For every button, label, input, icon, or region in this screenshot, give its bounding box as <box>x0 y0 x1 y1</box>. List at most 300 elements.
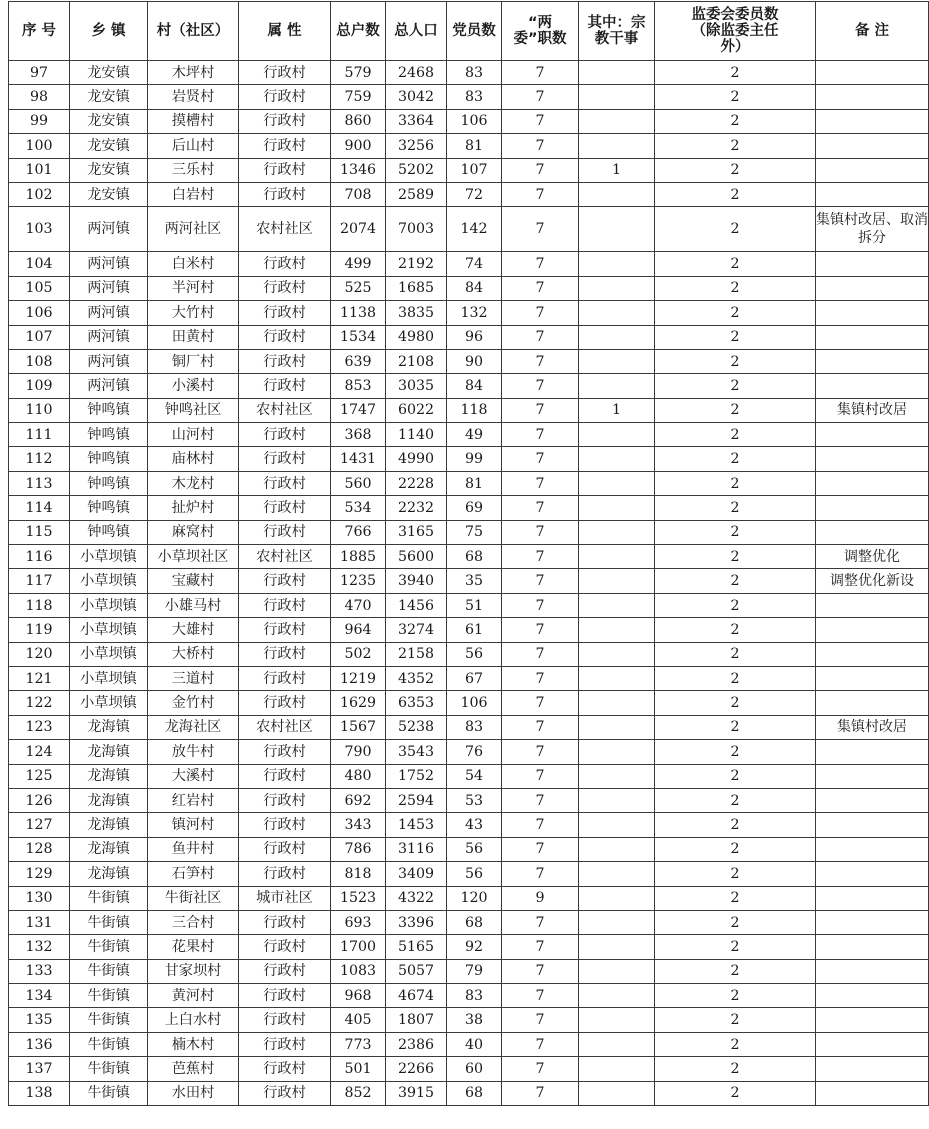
cell-population: 1685 <box>386 276 447 300</box>
cell-seq: 106 <box>9 301 70 325</box>
cell-village: 小雄马村 <box>148 593 239 617</box>
cell-population: 1807 <box>386 1008 447 1032</box>
cell-seq: 98 <box>9 85 70 109</box>
cell-population: 3035 <box>386 374 447 398</box>
cell-two-committees: 7 <box>502 276 579 300</box>
table-row <box>9 158 929 182</box>
cell-seq: 124 <box>9 740 70 764</box>
cell-attribute: 行政村 <box>239 520 331 544</box>
cell-village: 金竹村 <box>148 691 239 715</box>
cell-attribute: 行政村 <box>239 374 331 398</box>
cell-party-members: 118 <box>447 398 502 422</box>
cell-remark <box>816 1057 929 1081</box>
cell-religious-cadre <box>579 691 655 715</box>
cell-seq: 108 <box>9 349 70 373</box>
cell-attribute: 农村社区 <box>239 715 331 739</box>
table-row <box>9 764 929 788</box>
cell-village: 庙林村 <box>148 447 239 471</box>
cell-attribute: 行政村 <box>239 1057 331 1081</box>
cell-attribute: 行政村 <box>239 182 331 206</box>
cell-households: 499 <box>331 252 386 276</box>
cell-seq: 110 <box>9 398 70 422</box>
village-table <box>8 1 929 1106</box>
table-row <box>9 935 929 959</box>
cell-supervisory: 2 <box>655 715 816 739</box>
table-row <box>9 374 929 398</box>
cell-party-members: 81 <box>447 134 502 158</box>
cell-town: 小草坝镇 <box>70 691 148 715</box>
cell-supervisory: 2 <box>655 374 816 398</box>
cell-religious-cadre <box>579 1057 655 1081</box>
cell-two-committees: 7 <box>502 325 579 349</box>
cell-population: 2108 <box>386 349 447 373</box>
cell-population: 5057 <box>386 959 447 983</box>
cell-religious-cadre <box>579 1008 655 1032</box>
cell-population: 5165 <box>386 935 447 959</box>
cell-party-members: 74 <box>447 252 502 276</box>
cell-party-members: 81 <box>447 471 502 495</box>
cell-party-members: 84 <box>447 374 502 398</box>
cell-seq: 128 <box>9 837 70 861</box>
cell-supervisory: 2 <box>655 666 816 690</box>
cell-attribute: 行政村 <box>239 134 331 158</box>
cell-households: 708 <box>331 182 386 206</box>
table-row <box>9 1032 929 1056</box>
cell-town: 牛街镇 <box>70 1032 148 1056</box>
cell-village: 甘家坝村 <box>148 959 239 983</box>
table-row <box>9 85 929 109</box>
cell-religious-cadre <box>579 764 655 788</box>
header-seq: 序 号 <box>9 2 70 61</box>
cell-supervisory: 2 <box>655 301 816 325</box>
cell-party-members: 38 <box>447 1008 502 1032</box>
cell-village: 三道村 <box>148 666 239 690</box>
cell-population: 3543 <box>386 740 447 764</box>
cell-two-committees: 7 <box>502 1032 579 1056</box>
cell-party-members: 68 <box>447 910 502 934</box>
cell-population: 1140 <box>386 423 447 447</box>
cell-seq: 133 <box>9 959 70 983</box>
cell-party-members: 96 <box>447 325 502 349</box>
cell-party-members: 43 <box>447 813 502 837</box>
cell-religious-cadre <box>579 1081 655 1105</box>
cell-supervisory: 2 <box>655 788 816 812</box>
cell-party-members: 92 <box>447 935 502 959</box>
cell-remark <box>816 349 929 373</box>
cell-supervisory: 2 <box>655 618 816 642</box>
cell-remark <box>816 276 929 300</box>
cell-remark <box>816 109 929 133</box>
cell-two-committees: 7 <box>502 207 579 252</box>
cell-religious-cadre <box>579 788 655 812</box>
cell-religious-cadre <box>579 207 655 252</box>
table-row <box>9 276 929 300</box>
cell-village: 大桥村 <box>148 642 239 666</box>
cell-supervisory: 2 <box>655 134 816 158</box>
table-row <box>9 252 929 276</box>
cell-two-committees: 7 <box>502 158 579 182</box>
cell-supervisory: 2 <box>655 398 816 422</box>
cell-village: 三乐村 <box>148 158 239 182</box>
cell-households: 1629 <box>331 691 386 715</box>
cell-supervisory: 2 <box>655 886 816 910</box>
cell-supervisory: 2 <box>655 910 816 934</box>
cell-remark <box>816 959 929 983</box>
cell-population: 3256 <box>386 134 447 158</box>
cell-two-committees: 7 <box>502 1008 579 1032</box>
cell-population: 3915 <box>386 1081 447 1105</box>
cell-population: 5202 <box>386 158 447 182</box>
cell-two-committees: 7 <box>502 61 579 85</box>
cell-town: 钟鸣镇 <box>70 447 148 471</box>
cell-religious-cadre <box>579 545 655 569</box>
cell-two-committees: 7 <box>502 642 579 666</box>
cell-population: 3409 <box>386 862 447 886</box>
cell-population: 2192 <box>386 252 447 276</box>
table-row <box>9 134 929 158</box>
cell-remark <box>816 691 929 715</box>
cell-households: 639 <box>331 349 386 373</box>
cell-village: 木龙村 <box>148 471 239 495</box>
cell-households: 343 <box>331 813 386 837</box>
cell-households: 853 <box>331 374 386 398</box>
cell-supervisory: 2 <box>655 276 816 300</box>
cell-supervisory: 2 <box>655 496 816 520</box>
cell-party-members: 79 <box>447 959 502 983</box>
cell-village: 山河村 <box>148 423 239 447</box>
table-row <box>9 496 929 520</box>
cell-village: 龙海社区 <box>148 715 239 739</box>
cell-supervisory: 2 <box>655 1032 816 1056</box>
cell-seq: 109 <box>9 374 70 398</box>
cell-attribute: 行政村 <box>239 642 331 666</box>
cell-town: 龙安镇 <box>70 109 148 133</box>
cell-population: 1453 <box>386 813 447 837</box>
cell-two-committees: 7 <box>502 1081 579 1105</box>
cell-party-members: 106 <box>447 691 502 715</box>
table-row <box>9 788 929 812</box>
cell-village: 木坪村 <box>148 61 239 85</box>
cell-remark <box>816 496 929 520</box>
cell-party-members: 61 <box>447 618 502 642</box>
cell-households: 579 <box>331 61 386 85</box>
cell-supervisory: 2 <box>655 252 816 276</box>
cell-two-committees: 7 <box>502 910 579 934</box>
cell-seq: 118 <box>9 593 70 617</box>
cell-religious-cadre <box>579 252 655 276</box>
cell-households: 759 <box>331 85 386 109</box>
cell-population: 4352 <box>386 666 447 690</box>
cell-supervisory: 2 <box>655 984 816 1008</box>
cell-party-members: 69 <box>447 496 502 520</box>
cell-religious-cadre <box>579 423 655 447</box>
header-remarks: 备 注 <box>816 2 929 61</box>
cell-two-committees: 7 <box>502 569 579 593</box>
cell-households: 693 <box>331 910 386 934</box>
table-row <box>9 642 929 666</box>
cell-population: 3274 <box>386 618 447 642</box>
cell-party-members: 83 <box>447 984 502 1008</box>
cell-households: 860 <box>331 109 386 133</box>
table-header <box>9 2 929 61</box>
cell-attribute: 农村社区 <box>239 398 331 422</box>
cell-supervisory: 2 <box>655 1081 816 1105</box>
cell-seq: 97 <box>9 61 70 85</box>
cell-party-members: 67 <box>447 666 502 690</box>
cell-party-members: 68 <box>447 545 502 569</box>
cell-religious-cadre <box>579 959 655 983</box>
header-village: 村（社区） <box>148 2 239 61</box>
cell-village: 后山村 <box>148 134 239 158</box>
cell-village: 芭蕉村 <box>148 1057 239 1081</box>
cell-party-members: 56 <box>447 862 502 886</box>
cell-remark <box>816 1032 929 1056</box>
cell-population: 2594 <box>386 788 447 812</box>
cell-population: 2228 <box>386 471 447 495</box>
cell-two-committees: 7 <box>502 134 579 158</box>
cell-attribute: 行政村 <box>239 740 331 764</box>
cell-religious-cadre: 1 <box>579 398 655 422</box>
cell-attribute: 行政村 <box>239 959 331 983</box>
cell-two-committees: 7 <box>502 182 579 206</box>
cell-village: 镇河村 <box>148 813 239 837</box>
cell-religious-cadre <box>579 134 655 158</box>
cell-town: 龙安镇 <box>70 182 148 206</box>
cell-remark <box>816 642 929 666</box>
table-row <box>9 593 929 617</box>
cell-population: 3165 <box>386 520 447 544</box>
table-row <box>9 569 929 593</box>
cell-attribute: 行政村 <box>239 1032 331 1056</box>
cell-two-committees: 7 <box>502 85 579 109</box>
cell-town: 钟鸣镇 <box>70 496 148 520</box>
cell-two-committees: 7 <box>502 496 579 520</box>
table-row <box>9 813 929 837</box>
cell-religious-cadre <box>579 715 655 739</box>
cell-village: 两河社区 <box>148 207 239 252</box>
cell-households: 1567 <box>331 715 386 739</box>
cell-party-members: 107 <box>447 158 502 182</box>
cell-remark <box>816 85 929 109</box>
cell-attribute: 行政村 <box>239 569 331 593</box>
cell-attribute: 行政村 <box>239 666 331 690</box>
cell-supervisory: 2 <box>655 569 816 593</box>
cell-two-committees: 7 <box>502 593 579 617</box>
cell-supervisory: 2 <box>655 1057 816 1081</box>
table-row <box>9 423 929 447</box>
cell-religious-cadre <box>579 520 655 544</box>
cell-households: 786 <box>331 837 386 861</box>
cell-village: 小草坝社区 <box>148 545 239 569</box>
cell-attribute: 行政村 <box>239 447 331 471</box>
cell-party-members: 40 <box>447 1032 502 1056</box>
cell-town: 牛街镇 <box>70 1008 148 1032</box>
cell-religious-cadre <box>579 642 655 666</box>
cell-seq: 123 <box>9 715 70 739</box>
cell-population: 5238 <box>386 715 447 739</box>
cell-population: 2589 <box>386 182 447 206</box>
cell-town: 牛街镇 <box>70 935 148 959</box>
cell-town: 龙海镇 <box>70 788 148 812</box>
cell-seq: 131 <box>9 910 70 934</box>
cell-supervisory: 2 <box>655 642 816 666</box>
cell-religious-cadre: 1 <box>579 158 655 182</box>
cell-supervisory: 2 <box>655 158 816 182</box>
cell-town: 龙海镇 <box>70 715 148 739</box>
cell-attribute: 行政村 <box>239 252 331 276</box>
cell-supervisory: 2 <box>655 85 816 109</box>
cell-religious-cadre <box>579 886 655 910</box>
cell-party-members: 54 <box>447 764 502 788</box>
cell-households: 1747 <box>331 398 386 422</box>
cell-attribute: 行政村 <box>239 349 331 373</box>
cell-households: 900 <box>331 134 386 158</box>
cell-two-committees: 7 <box>502 813 579 837</box>
cell-seq: 113 <box>9 471 70 495</box>
cell-town: 钟鸣镇 <box>70 520 148 544</box>
cell-supervisory: 2 <box>655 813 816 837</box>
cell-two-committees: 7 <box>502 545 579 569</box>
cell-population: 3835 <box>386 301 447 325</box>
cell-remark <box>816 252 929 276</box>
cell-religious-cadre <box>579 984 655 1008</box>
cell-attribute: 城市社区 <box>239 886 331 910</box>
cell-two-committees: 7 <box>502 935 579 959</box>
cell-remark: 集镇村改居 <box>816 715 929 739</box>
cell-religious-cadre <box>579 276 655 300</box>
cell-households: 1138 <box>331 301 386 325</box>
table-row <box>9 691 929 715</box>
cell-supervisory: 2 <box>655 61 816 85</box>
cell-party-members: 53 <box>447 788 502 812</box>
cell-village: 白岩村 <box>148 182 239 206</box>
cell-party-members: 106 <box>447 109 502 133</box>
cell-households: 818 <box>331 862 386 886</box>
cell-town: 龙安镇 <box>70 61 148 85</box>
cell-households: 1235 <box>331 569 386 593</box>
cell-attribute: 行政村 <box>239 158 331 182</box>
cell-village: 扯炉村 <box>148 496 239 520</box>
cell-town: 小草坝镇 <box>70 666 148 690</box>
table-body <box>9 61 929 1106</box>
cell-town: 小草坝镇 <box>70 618 148 642</box>
cell-town: 两河镇 <box>70 276 148 300</box>
cell-party-members: 132 <box>447 301 502 325</box>
cell-seq: 119 <box>9 618 70 642</box>
cell-seq: 130 <box>9 886 70 910</box>
cell-town: 龙海镇 <box>70 862 148 886</box>
cell-remark <box>816 862 929 886</box>
cell-households: 790 <box>331 740 386 764</box>
cell-party-members: 83 <box>447 85 502 109</box>
cell-seq: 134 <box>9 984 70 1008</box>
cell-remark <box>816 325 929 349</box>
table-row <box>9 207 929 252</box>
cell-seq: 127 <box>9 813 70 837</box>
cell-remark: 集镇村改居 <box>816 398 929 422</box>
cell-two-committees: 7 <box>502 301 579 325</box>
cell-supervisory: 2 <box>655 423 816 447</box>
cell-seq: 111 <box>9 423 70 447</box>
cell-town: 龙安镇 <box>70 134 148 158</box>
cell-seq: 102 <box>9 182 70 206</box>
cell-seq: 125 <box>9 764 70 788</box>
cell-population: 7003 <box>386 207 447 252</box>
cell-households: 766 <box>331 520 386 544</box>
table-row <box>9 984 929 1008</box>
cell-households: 534 <box>331 496 386 520</box>
cell-village: 大竹村 <box>148 301 239 325</box>
cell-village: 鱼井村 <box>148 837 239 861</box>
cell-households: 1885 <box>331 545 386 569</box>
cell-two-committees: 7 <box>502 398 579 422</box>
cell-two-committees: 7 <box>502 471 579 495</box>
cell-two-committees: 7 <box>502 740 579 764</box>
cell-village: 大雄村 <box>148 618 239 642</box>
cell-population: 2386 <box>386 1032 447 1056</box>
cell-supervisory: 2 <box>655 520 816 544</box>
cell-religious-cadre <box>579 910 655 934</box>
cell-population: 2232 <box>386 496 447 520</box>
cell-remark <box>816 788 929 812</box>
cell-town: 小草坝镇 <box>70 545 148 569</box>
table-row <box>9 740 929 764</box>
cell-seq: 104 <box>9 252 70 276</box>
cell-remark <box>816 447 929 471</box>
cell-village: 放牛村 <box>148 740 239 764</box>
cell-remark <box>816 301 929 325</box>
cell-town: 龙海镇 <box>70 764 148 788</box>
cell-religious-cadre <box>579 374 655 398</box>
cell-two-committees: 7 <box>502 837 579 861</box>
cell-two-committees: 9 <box>502 886 579 910</box>
cell-remark <box>816 813 929 837</box>
cell-two-committees: 7 <box>502 959 579 983</box>
cell-population: 3940 <box>386 569 447 593</box>
cell-supervisory: 2 <box>655 837 816 861</box>
cell-town: 小草坝镇 <box>70 569 148 593</box>
cell-supervisory: 2 <box>655 182 816 206</box>
cell-households: 2074 <box>331 207 386 252</box>
cell-remark <box>816 837 929 861</box>
cell-attribute: 行政村 <box>239 788 331 812</box>
table-row <box>9 471 929 495</box>
cell-town: 钟鸣镇 <box>70 398 148 422</box>
cell-two-committees: 7 <box>502 109 579 133</box>
cell-population: 5600 <box>386 545 447 569</box>
table-row <box>9 545 929 569</box>
cell-seq: 136 <box>9 1032 70 1056</box>
cell-supervisory: 2 <box>655 325 816 349</box>
cell-remark <box>816 423 929 447</box>
cell-remark <box>816 740 929 764</box>
cell-seq: 107 <box>9 325 70 349</box>
cell-households: 1083 <box>331 959 386 983</box>
cell-religious-cadre <box>579 182 655 206</box>
cell-religious-cadre <box>579 349 655 373</box>
cell-religious-cadre <box>579 740 655 764</box>
cell-remark <box>816 910 929 934</box>
cell-party-members: 35 <box>447 569 502 593</box>
table-row <box>9 715 929 739</box>
cell-remark <box>816 471 929 495</box>
cell-town: 牛街镇 <box>70 910 148 934</box>
table-row <box>9 1081 929 1105</box>
table-row <box>9 666 929 690</box>
cell-attribute: 行政村 <box>239 496 331 520</box>
table-row <box>9 109 929 133</box>
cell-town: 钟鸣镇 <box>70 471 148 495</box>
